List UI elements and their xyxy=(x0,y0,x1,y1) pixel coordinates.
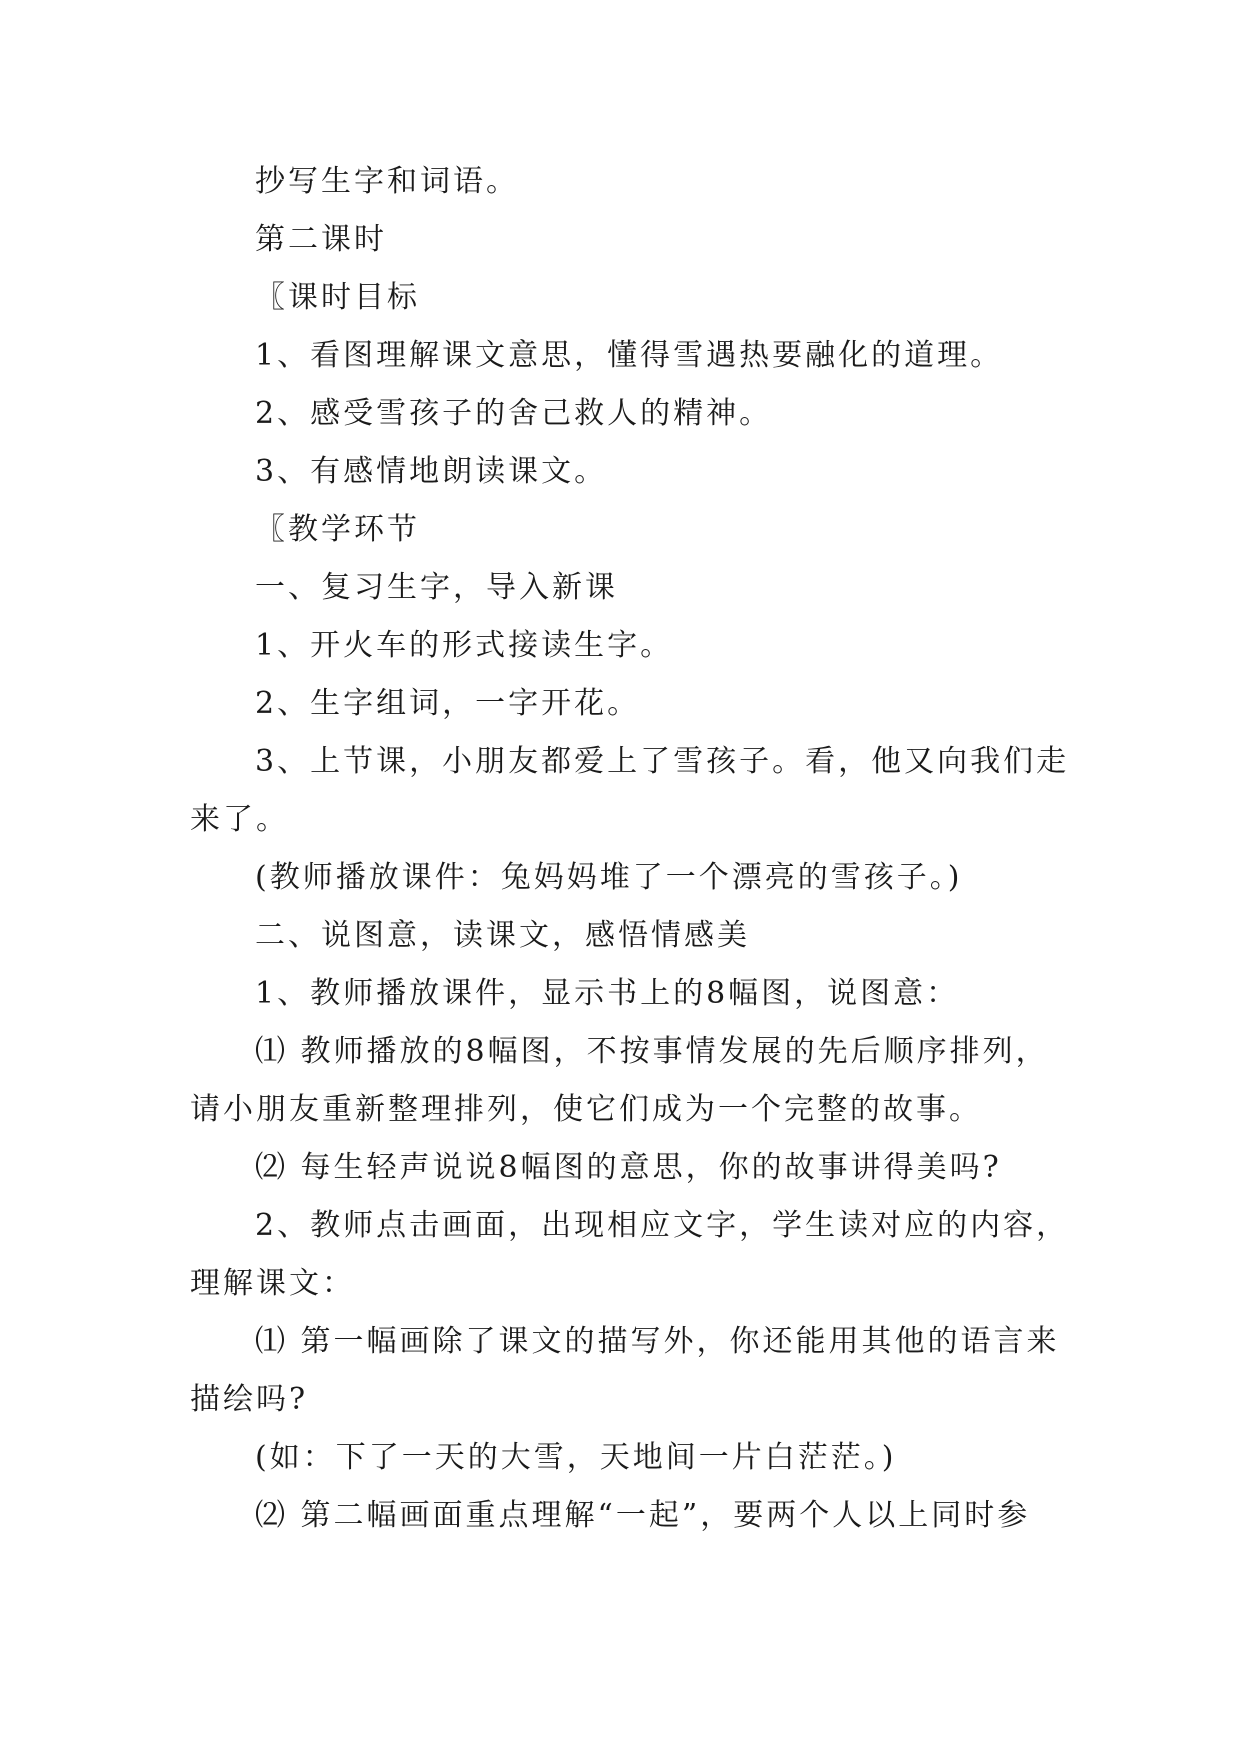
section-heading: 第二课时 xyxy=(255,222,387,257)
list-item: 2、感受雪孩子的舍己救人的精神。 xyxy=(255,396,773,431)
section-heading: 〖课时目标 xyxy=(255,280,420,315)
list-item: 2、教师点击画面，出现相应文字，学生读对应的内容，理解课文： xyxy=(190,1208,1070,1301)
list-item: 3、有感情地朗读课文。 xyxy=(255,454,608,489)
list-item: ⑴ 教师播放的8幅图，不按事情发展的先后顺序排列，请小朋友重新整理排列，使它们成为一个完整的故事。 xyxy=(190,1034,1049,1127)
paragraph: (如：下了一天的大雪，天地间一片白茫茫。) xyxy=(255,1440,897,1475)
section-heading: 二、说图意，读课文，感悟情感美 xyxy=(255,918,750,953)
list-item: 3、上节课，小朋友都爱上了雪孩子。看，他又向我们走来了。 xyxy=(190,744,1070,837)
list-item: 2、生字组词，一字开花。 xyxy=(255,686,641,721)
list-item: ⑴ 第一幅画除了课文的描写外，你还能用其他的语言来描绘吗? xyxy=(190,1324,1060,1417)
list-item: ⑵ 第二幅画面重点理解“一起”，要两个人以上同时参 xyxy=(255,1498,1031,1533)
list-item: 1、看图理解课文意思，懂得雪遇热要融化的道理。 xyxy=(255,338,1004,373)
section-heading: 〖教学环节 xyxy=(255,512,420,547)
list-item: 1、开火车的形式接读生字。 xyxy=(255,628,674,663)
list-item: ⑵ 每生轻声说说8幅图的意思，你的故事讲得美吗? xyxy=(255,1150,1002,1185)
document-body xyxy=(190,153,1070,1545)
list-item: 1、教师播放课件，显示书上的8幅图，说图意： xyxy=(255,976,960,1011)
section-heading: 一、复习生字，导入新课 xyxy=(255,570,618,605)
paragraph: 抄写生字和词语。 xyxy=(255,164,519,199)
paragraph: (教师播放课件：兔妈妈堆了一个漂亮的雪孩子。) xyxy=(255,860,963,895)
